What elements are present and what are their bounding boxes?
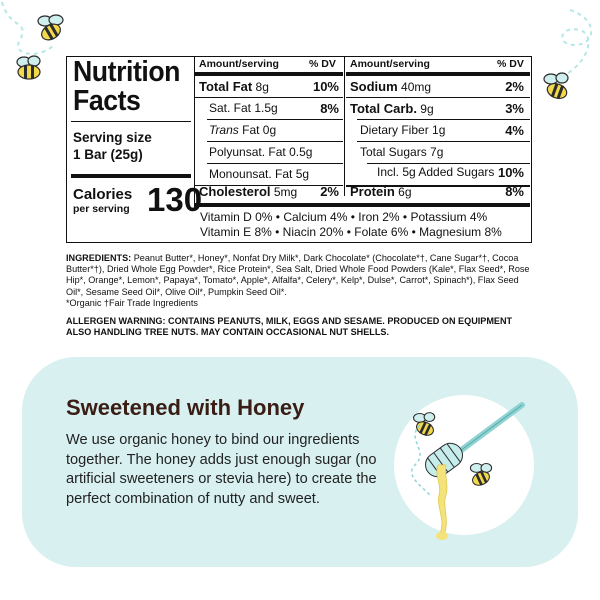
nutrient-row: Total Carb. 9g 3% (350, 101, 524, 116)
serving-size-label: Serving size (73, 130, 152, 145)
column-header-dv: % DV (497, 58, 524, 70)
nutrition-facts-panel (66, 56, 532, 243)
allergen-warning: ALLERGEN WARNING: CONTAINS PEANUTS, MILK, EGGS AND SESAME. PRODUCED ON EQUIPMENT ALSO HANDLING TREE NUTS. MAY CONTAIN OCCASIONAL NUT SHELLS. (66, 316, 513, 338)
column-header-amount: Amount/serving (199, 58, 279, 70)
column-header-dv: % DV (309, 58, 336, 70)
nutrient-row: Incl. 5g Added Sugars 10% (377, 165, 524, 180)
column-header-amount: Amount/serving (350, 58, 430, 70)
honey-card-title: Sweetened with Honey (66, 395, 305, 420)
divider (71, 121, 191, 122)
divider (207, 119, 343, 120)
calories-sub-label: per serving (73, 203, 130, 215)
honey-card-body: We use organic honey to bind our ingredients together. The honey adds just enough sugar (no artificial sweeteners or stevia here) to create the perfect combination of nutty and sweet. (66, 432, 377, 507)
calories-value: 130 (147, 181, 203, 218)
bee-icon (34, 12, 68, 46)
ingredients-footnote: *Organic †Fair Trade Ingredients (66, 297, 198, 308)
nutrient-row: Sodium 40mg 2% (350, 79, 524, 94)
divider (367, 163, 530, 164)
divider (357, 141, 530, 142)
bee-icon (12, 54, 46, 84)
divider (357, 119, 530, 120)
nutrient-row: Monounsat. Fat 5g (209, 167, 310, 181)
nutrient-row: Total Fat 8g 10% (199, 79, 339, 94)
divider (195, 97, 343, 98)
nutrition-title: Nutrition Facts (73, 56, 181, 117)
nutrient-row: Protein 6g 8% (350, 184, 524, 199)
nutrient-row: Total Sugars 7g (360, 145, 444, 159)
nutrient-row: Polyunsat. Fat 0.5g (209, 145, 313, 159)
divider (71, 174, 191, 178)
divider (195, 72, 343, 76)
divider (207, 141, 343, 142)
nutrient-row: Trans Fat 0g (209, 123, 277, 137)
nutrient-row: Dietary Fiber 1g 4% (360, 123, 524, 138)
calories-label: Calories (73, 186, 133, 203)
divider (346, 72, 530, 76)
bee-icon (540, 70, 574, 106)
divider (195, 203, 530, 207)
divider (346, 97, 530, 98)
bee-icon (466, 460, 496, 490)
nutrient-row: Cholesterol 5mg 2% (199, 184, 339, 199)
vitamins-line: Vitamin E 8% • Niacin 20% • Folate 6% • Magnesium 8% (200, 225, 502, 239)
divider (344, 57, 345, 196)
vitamins-line: Vitamin D 0% • Calcium 4% • Iron 2% • Potassium 4% (200, 210, 488, 224)
nutrition-summary (67, 56, 203, 242)
swirl-line-card (400, 420, 440, 500)
divider (207, 163, 343, 164)
serving-size-value: 1 Bar (25g) (73, 147, 143, 162)
nutrient-row: Sat. Fat 1.5g 8% (209, 101, 339, 116)
ingredients-text: INGREDIENTS: Peanut Butter*, Honey*, Nonfat Dry Milk*, Dark Chocolate* (Chocolate*†, Cane Sugar*†, Cocoa Butter*†), Dried Whole Egg Powder*, Rice Protein*, Sea Salt, Dried Whole Food Powders (Kale*, Flax Seed*, Rose Hip*, Orange*, Lemon*, Papaya*, Tomato*, Apple*, Alfalfa*, Celery*, Kelp*, Dulse*, Carrot*, Spinach*), Flax Seed Oil*, Sesame Seed Oil*, Olive Oil*, Pumpkin Seed Oil*. *Organic †Fair Trade Ingredients (66, 253, 530, 308)
